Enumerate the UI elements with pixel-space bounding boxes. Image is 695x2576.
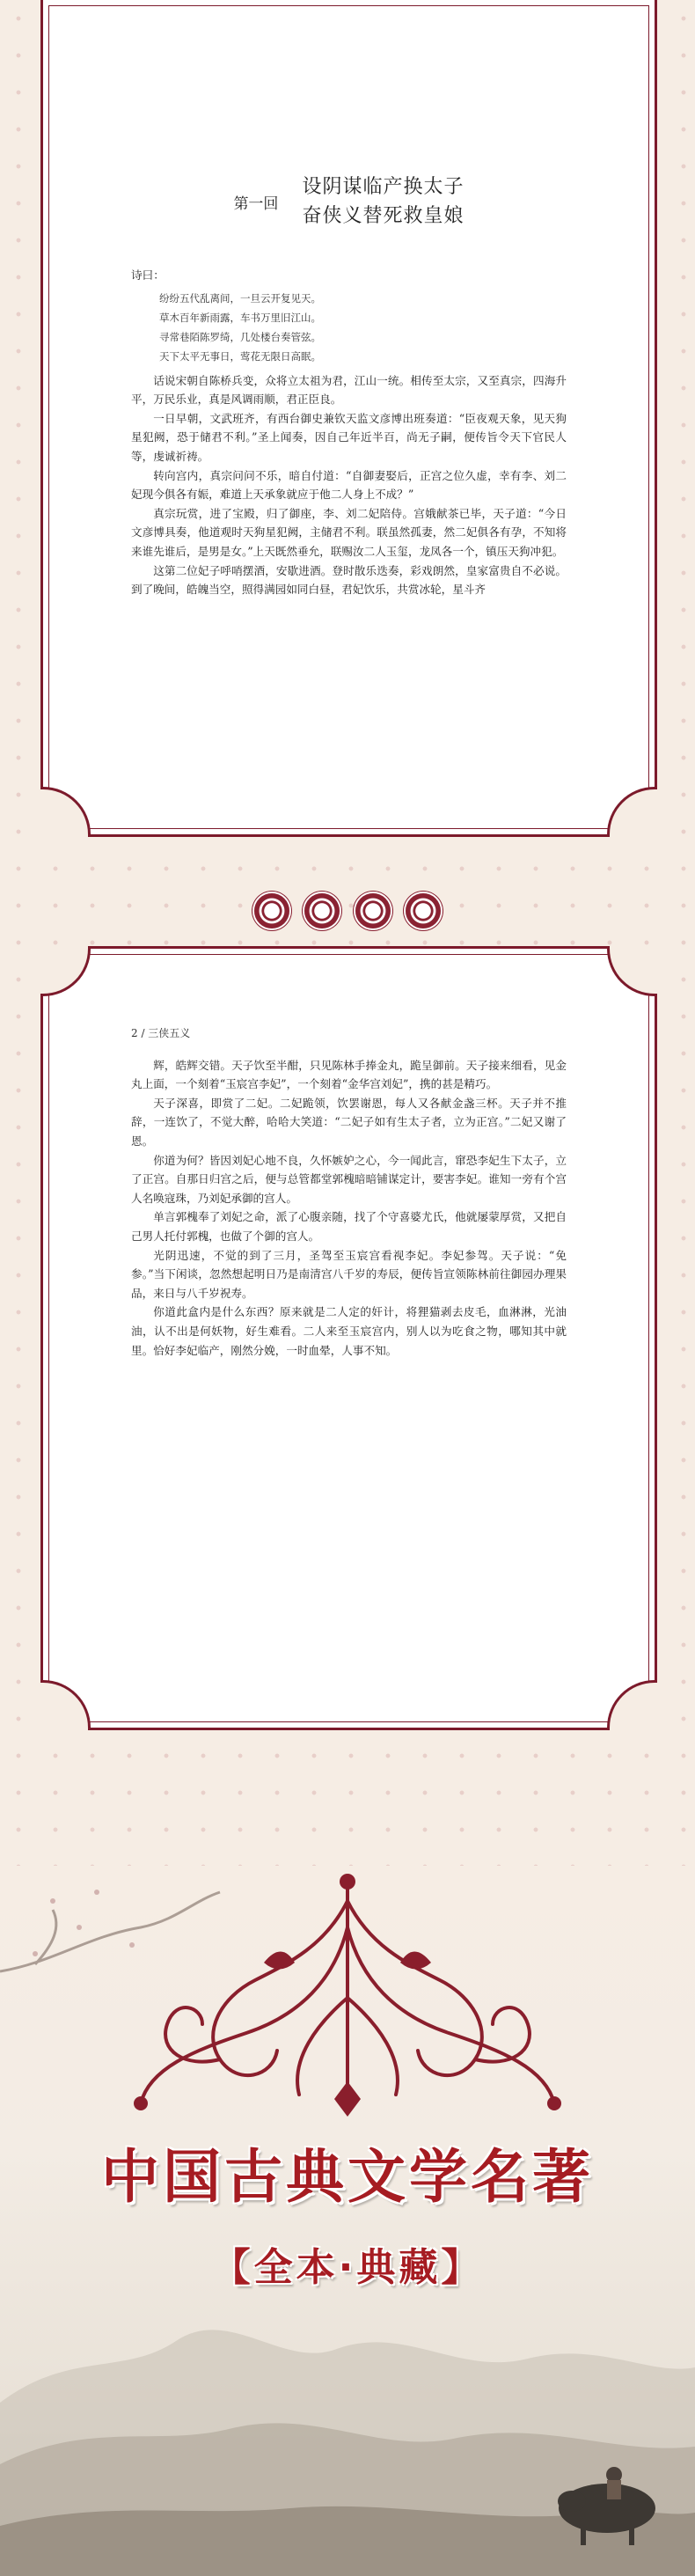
main-title: 中国古典文学名著: [101, 2143, 594, 2211]
chapter-title-line2: 奋侠义替死救皇娘: [302, 205, 465, 227]
page-1-text: [131, 266, 567, 599]
paragraph: 辉，皓辉交错。天子饮至半酣，只见陈林手捧金丸，跪呈御前。天子接来细看，见金丸上面，一个刻着“玉宸宫李妃”，一个刻着“金华宫刘妃”，携的甚是精巧。: [131, 1058, 567, 1091]
paragraph: 你道此盒内是什么东西？原来就是二人定的奸计，将狸猫剥去皮毛，血淋淋，光油油，认不出是何妖物，好生难看。二人来至玉宸宫内，别人以为吃食之物，哪知其中就里。恰好李妃临产，刚然分娩，一时血晕，人事不知。: [131, 1305, 567, 1357]
poem: [131, 289, 567, 366]
chapter-number: 第一回: [233, 194, 279, 213]
chapter-title-line1: 设阴谋临产换太子: [302, 176, 465, 198]
medallion-divider: [0, 893, 695, 932]
landscape-icon: [0, 2244, 695, 2576]
chapter-title: [303, 172, 465, 231]
medallion-icon: [355, 893, 391, 928]
paragraph: 光阴迅速，不觉的到了三月，圣驾至玉宸宫看视李妃。李妃参驾。天子说：“免参。”当下闲谈，忽然想起明日乃是南清宫八千岁的寿辰，便传旨宣领陈林前往御园办理果品，来日与八千岁祝寿。: [131, 1248, 567, 1300]
frame-corner: [607, 787, 657, 837]
poem-line: 草木百年新雨露，车书万里旧江山。: [159, 311, 321, 324]
paragraph: 一日早朝，文武班齐，有西台御史兼钦天监文彦博出班奏道：“臣夜观天象，见天狗星犯阙，恐于储君不利。”圣上闻奏，因自己年近半百，尚无子嗣，便传旨令天下官民人等，虔诚祈祷。: [131, 411, 567, 463]
medallion-icon: [304, 893, 340, 928]
page-2-text: [131, 1024, 567, 1360]
chapter-heading: [43, 172, 655, 231]
frame-corner: [40, 787, 91, 837]
poem-line: 寻常巷陌陈罗绮，几处楼台奏管弦。: [159, 330, 321, 343]
paragraph: 你道为何？皆因刘妃心地不良，久怀嫉妒之心，今一闻此言，窜恐李妃生下太子，立了正宫。自那日归宫之后，便与总管都堂郭槐暗暗铺谋定计，要害李妃。谁知一旁有个宫人名唤寇珠，乃刘妃承御的宫人。: [131, 1153, 567, 1205]
paragraph: 话说宋朝自陈桥兵变，众将立太祖为君，江山一统。相传至太宗，又至真宗，四海升平，万民乐业，真是风调雨顺，君正臣良。: [131, 373, 567, 407]
book-page-1: [40, 0, 657, 837]
medallion-icon: [254, 893, 289, 928]
paragraph: 这第二位妃子呼哨摆酒，安歇进酒。登时散乐迭奏，彩戏朗然，皇家富贵自不必说。到了晚间，皓魄当空，照得满园如同白昼，君妃饮乐，共赏冰轮，星斗齐: [131, 563, 567, 597]
poem-line: 天下太平无事日，莺花无限日高眠。: [159, 349, 321, 363]
page-header: 2 / 三侠五义: [131, 1027, 191, 1039]
frame-corner: [40, 946, 91, 996]
floral-ornament-icon: [0, 1866, 695, 2156]
promo-banner: [0, 1866, 695, 2576]
poem-line: 纷纷五代乱离间，一旦云开复见天。: [159, 291, 321, 305]
book-page-2: [40, 946, 657, 1730]
paragraph: 单言郭槐奉了刘妃之命，派了心腹亲随，找了个守喜婆尤氏，他就屡蒙厚赏，又把自己男人托付郭槐，也做了个御的宫人。: [131, 1210, 567, 1243]
frame-corner: [607, 946, 657, 996]
frame-corner: [40, 1680, 91, 1730]
frame-corner: [607, 1680, 657, 1730]
paragraph: 真宗玩赏，进了宝殿，归了御座，李、刘二妃陪侍。宫娥献茶已毕，天子道：“今日文彦博具奏，他道观时天狗星犯阙，主储君不利。联虽然孤妻，然二妃俱各有孕，不知将来谁先谁后，是男是女。”上天既然垂允，联赐汝二人玉玺，龙凤各一个，镇压天狗冲犯。: [131, 506, 567, 558]
poem-title: 诗曰：: [131, 268, 165, 282]
paragraph: 转向宫内，真宗问问不乐，暗自付道：“自御妻娶后，正宫之位久虚，幸有李、刘二妃现今俱各有娠，难道上天承象就应于他二人身上不成？”: [131, 468, 567, 502]
medallion-icon: [406, 893, 441, 928]
sub-title: 【全本·典藏】: [211, 2245, 484, 2290]
paragraph: 天子深喜，即赏了二妃。二妃跪领，饮罢谢恩，每人又各献金盏三杯。天子并不推辞，一连饮了，不觉大醉，哈哈大笑道：“二妃子如有生太子者，立为正宫。”二妃又谢了恩。: [131, 1096, 567, 1148]
